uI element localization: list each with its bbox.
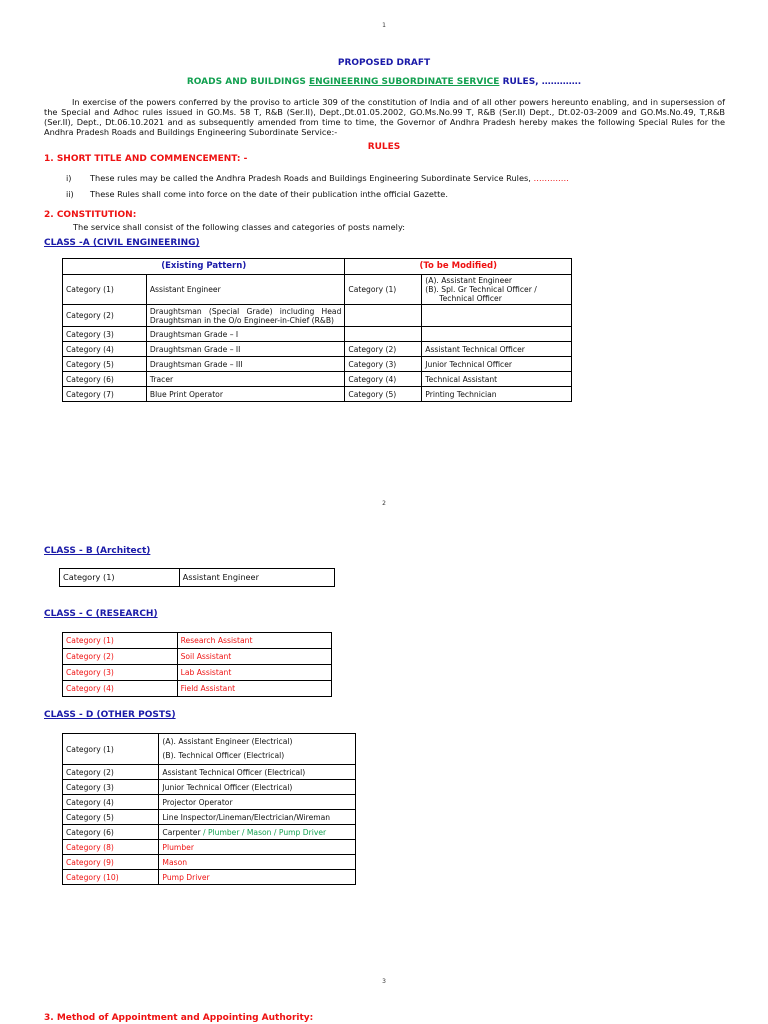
section-1-item-2 (66, 189, 448, 199)
class-d-table (62, 733, 356, 885)
table-row (63, 855, 356, 870)
cell: Assistant Technical Officer (Electrical) (159, 765, 356, 780)
cell: Assistant Technical Officer (422, 342, 572, 357)
cell: Line Inspector/Lineman/Electrician/Wireman (159, 810, 356, 825)
item-number: ii) (66, 189, 74, 199)
table-row (63, 795, 356, 810)
class-a-heading: CLASS -A (CIVIL ENGINEERING) (44, 238, 200, 248)
table-row (63, 734, 356, 765)
cell: Junior Technical Officer (422, 357, 572, 372)
intro-paragraph-text: In exercise of the powers conferred by the proviso to article 309 of the constitution of India and of all other powers hereunto enabling, and in supersession of the Special and Adhoc rules issued in GO.Ms. 58 T, R&B (Ser.II), Dept.,Dt.01.05.2002, GO.Ms.No.99 T, R&B (Ser.II) Dept., Dt.02-03-2009 and GO.Ms.No.49, T,R&B (Ser.II), Dept., Dt.06.10.2021 and as subsequently amended from time to time, the Governor of Andhra Pradesh hereby makes the following Special Rules for the Andhra Pradesh Roads and Buildings Engineering Subordinate Service:- (44, 97, 725, 137)
cell: Category (2) (63, 765, 159, 780)
page-number: 3 (382, 978, 386, 985)
section-1-item-1 (66, 173, 569, 183)
cell: Category (6) (63, 372, 147, 387)
cell: (A). Assistant Engineer (B). Spl. Gr Technical Officer / Technical Officer (422, 275, 572, 305)
cell: Category (4) (63, 795, 159, 810)
cell: Category (3) (345, 357, 422, 372)
cell: Field Assistant (177, 681, 331, 697)
class-c-table (62, 632, 332, 697)
cell: Category (1) (63, 633, 178, 649)
cell: Category (2) (63, 305, 147, 327)
table-row (63, 810, 356, 825)
cell: Category (3) (63, 780, 159, 795)
item-text: These Rules shall come into force on the date of their publication inthe official Gazette. (90, 189, 448, 199)
page-number: 2 (382, 500, 386, 507)
document-subtitle (0, 77, 768, 88)
cell: Category (4) (63, 342, 147, 357)
table-header-row (63, 259, 572, 275)
cell: Category (5) (345, 387, 422, 402)
table-row (63, 387, 572, 402)
class-c-heading: CLASS - C (RESEARCH) (44, 609, 158, 619)
cell: Category (2) (63, 649, 178, 665)
cell: Draughtsman (Special Grade) including Head Draughtsman in the O/o Engineer-in-Chief (R&B) (146, 305, 345, 327)
class-d-heading: CLASS - D (OTHER POSTS) (44, 710, 176, 720)
cell: Tracer (146, 372, 345, 387)
header-modified: (To be Modified) (345, 259, 572, 275)
cell: Category (1) (345, 275, 422, 305)
section-3-heading: 3. Method of Appointment and Appointing Authority: (44, 1013, 314, 1023)
table-row (63, 765, 356, 780)
table-row (63, 840, 356, 855)
cell: Category (3) (63, 665, 178, 681)
table-row (60, 569, 335, 587)
cell: Category (1) (63, 734, 159, 765)
intro-paragraph (44, 97, 725, 137)
cell: Category (6) (63, 825, 159, 840)
cell (422, 305, 572, 327)
table-row (63, 342, 572, 357)
rules-heading: RULES (367, 142, 401, 152)
subtitle-part-2: ENGINEERING SUBORDINATE SERVICE (308, 77, 500, 87)
cell: Pump Driver (159, 870, 356, 885)
cell: Category (4) (63, 681, 178, 697)
cell: Assistant Engineer (146, 275, 345, 305)
cell: Assistant Engineer (179, 569, 334, 587)
cell: Category (1) (63, 275, 147, 305)
cell: Research Assistant (177, 633, 331, 649)
document-title: PROPOSED DRAFT (337, 58, 431, 68)
item-number: i) (66, 173, 72, 183)
cell (345, 305, 422, 327)
section-2-text: The service shall consist of the following classes and categories of posts namely: (73, 222, 405, 232)
cell: Draughtsman Grade – II (146, 342, 345, 357)
table-row (63, 357, 572, 372)
cell: Category (7) (63, 387, 147, 402)
header-existing: (Existing Pattern) (63, 259, 345, 275)
section-1-heading: 1. SHORT TITLE AND COMMENCEMENT: - (44, 154, 248, 164)
cell: Soil Assistant (177, 649, 331, 665)
cell: Carpenter / Plumber / Mason / Pump Driver (159, 825, 356, 840)
class-b-heading: CLASS - B (Architect) (44, 546, 151, 556)
cell: Category (2) (345, 342, 422, 357)
table-row (63, 633, 332, 649)
class-b-table (59, 568, 335, 587)
cell: Category (8) (63, 840, 159, 855)
table-row (63, 372, 572, 387)
cell: Blue Print Operator (146, 387, 345, 402)
class-a-table (62, 258, 572, 402)
cell (345, 327, 422, 342)
cell: Category (1) (60, 569, 180, 587)
cell: Category (3) (63, 327, 147, 342)
item-suffix: …………. (533, 173, 569, 183)
item-text: These rules may be called the Andhra Pradesh Roads and Buildings Engineering Subordinate Service Rules, (90, 173, 534, 183)
table-row (63, 649, 332, 665)
cell: Mason (159, 855, 356, 870)
table-row (63, 870, 356, 885)
subtitle-part-1: ROADS AND BUILDINGS (186, 77, 309, 87)
cell: Category (5) (63, 810, 159, 825)
cell: Category (4) (345, 372, 422, 387)
table-row (63, 275, 572, 305)
subtitle-part-3: RULES, …………. (499, 77, 582, 87)
cell: Category (5) (63, 357, 147, 372)
cell: Printing Technician (422, 387, 572, 402)
cell: Draughtsman Grade – III (146, 357, 345, 372)
table-row (63, 305, 572, 327)
cell: Junior Technical Officer (Electrical) (159, 780, 356, 795)
table-row (63, 825, 356, 840)
cell: Lab Assistant (177, 665, 331, 681)
cell: Technical Assistant (422, 372, 572, 387)
table-row (63, 780, 356, 795)
cell: Draughtsman Grade – I (146, 327, 345, 342)
cell (422, 327, 572, 342)
cell: (A). Assistant Engineer (Electrical) (B). Technical Officer (Electrical) (159, 734, 356, 765)
cell: Plumber (159, 840, 356, 855)
cell: Category (10) (63, 870, 159, 885)
table-row (63, 665, 332, 681)
section-2-heading: 2. CONSTITUTION: (44, 210, 137, 220)
table-row (63, 327, 572, 342)
page-number: 1 (382, 22, 386, 29)
cell: Category (9) (63, 855, 159, 870)
table-row (63, 681, 332, 697)
cell: Projector Operator (159, 795, 356, 810)
